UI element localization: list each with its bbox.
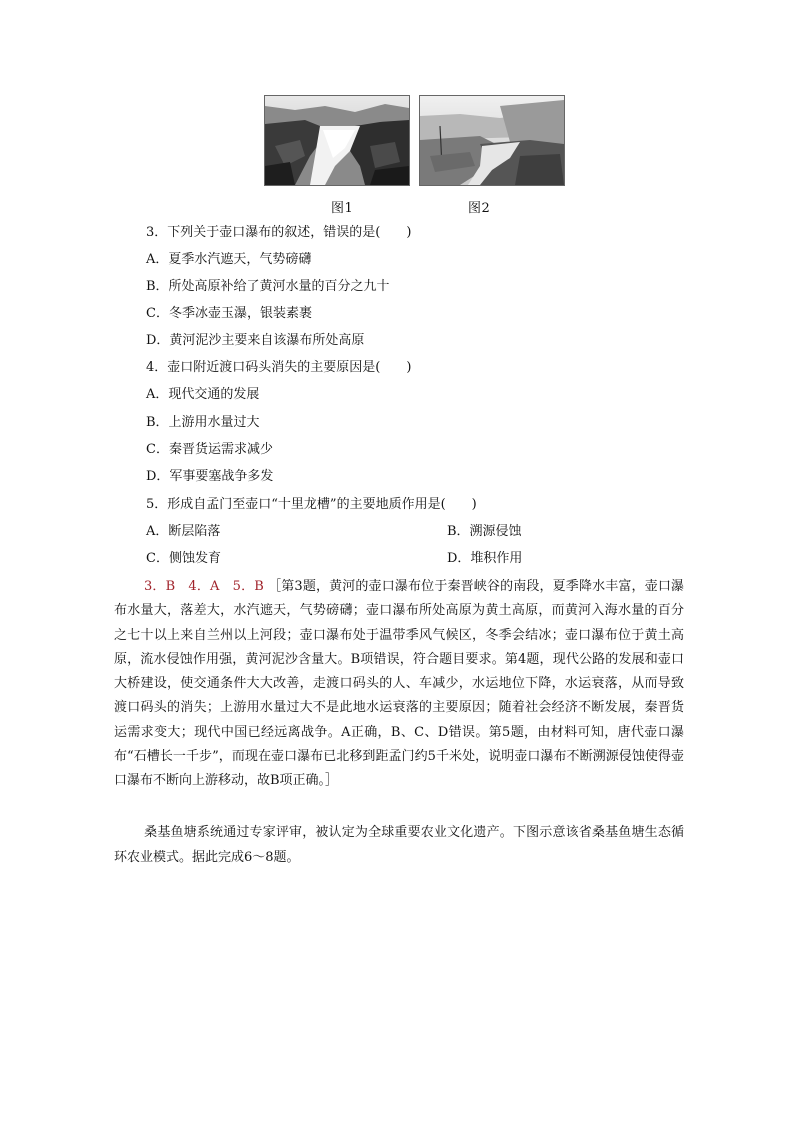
question-4-option-d: D．军事要塞战争多发 — [146, 469, 274, 484]
figure-2-caption: 图2 — [468, 201, 491, 216]
question-3-option-a: A．夏季水汽遮天，气势磅礴 — [146, 252, 312, 267]
question-5-option-c: C．侧蚀发育 — [146, 551, 221, 566]
question-5-option-b: B．溯源侵蚀 — [447, 524, 522, 539]
question-5-option-d: D．堆积作用 — [447, 551, 523, 566]
figure-photos — [264, 95, 564, 185]
question-3-option-c: C．冬季冰壶玉瀑，银装素裹 — [146, 306, 312, 321]
waterfall-photo-2 — [419, 95, 565, 186]
question-4-option-c: C．秦晋货运需求减少 — [146, 442, 273, 457]
answer-key: 3．B 4．A 5．B — [144, 579, 264, 594]
intro-paragraph — [114, 821, 684, 870]
question-4-stem: 4．壶口附近渡口码头消失的主要原因是( ) — [146, 360, 412, 375]
question-5-option-a: A．断层陷落 — [146, 524, 221, 539]
question-3-stem: 3．下列关于壶口瀑布的叙述，错误的是( ) — [146, 225, 412, 240]
answer-explanation — [114, 575, 684, 794]
question-4-option-a: A．现代交通的发展 — [146, 387, 260, 402]
answer-text: ［第3题，黄河的壶口瀑布位于秦晋峡谷的南段，夏季降水丰富，壶口瀑布水量大，落差大，水汽遮天，气势磅礴；壶口瀑布所处高原为黄土高原，而黄河入海水量的百分之七十以上来自兰州以上河段；壶口瀑布处于温带季风气候区，冬季会结冰；壶口瀑布位于黄土高原，流水侵蚀作用强，黄河泥沙含量大。B项错误，符合题目要求。第4题，现代公路的发展和壶口大桥建设，使交通条件大大改善，走渡口码头的人、车减少，水运地位下降，水运衰落，从而导致渡口码头的消失；上游用水量过大不是此地水运衰落的主要原因；随着社会经济不断发展，秦晋货运需求变大；现代中国已经远离战争。A正确，B、C、D错误。第5题，由材料可知，唐代壶口瀑布“石槽长一千步”，而现在壶口瀑布已北移到距孟门约5千米处，说明壶口瀑布不断溯源侵蚀使得壶口瀑布不断向上游移动，故B项正确。］ — [114, 579, 685, 789]
waterfall-photo-1 — [264, 95, 410, 186]
question-4-option-b: B．上游用水量过大 — [146, 415, 260, 430]
question-3-option-d: D．黄河泥沙主要来自该瀑布所处高原 — [146, 333, 365, 348]
intro-text: 桑基鱼塘系统通过专家评审，被认定为全球重要农业文化遗产。下图示意该省桑基鱼塘生态循环农业模式。据此完成6～8题。 — [114, 825, 684, 865]
question-5-stem: 5．形成自孟门至壶口“十里龙槽”的主要地质作用是( ) — [146, 497, 477, 512]
figure-1-caption: 图1 — [331, 201, 354, 216]
question-3-option-b: B．所处高原补给了黄河水量的百分之九十 — [146, 279, 390, 294]
